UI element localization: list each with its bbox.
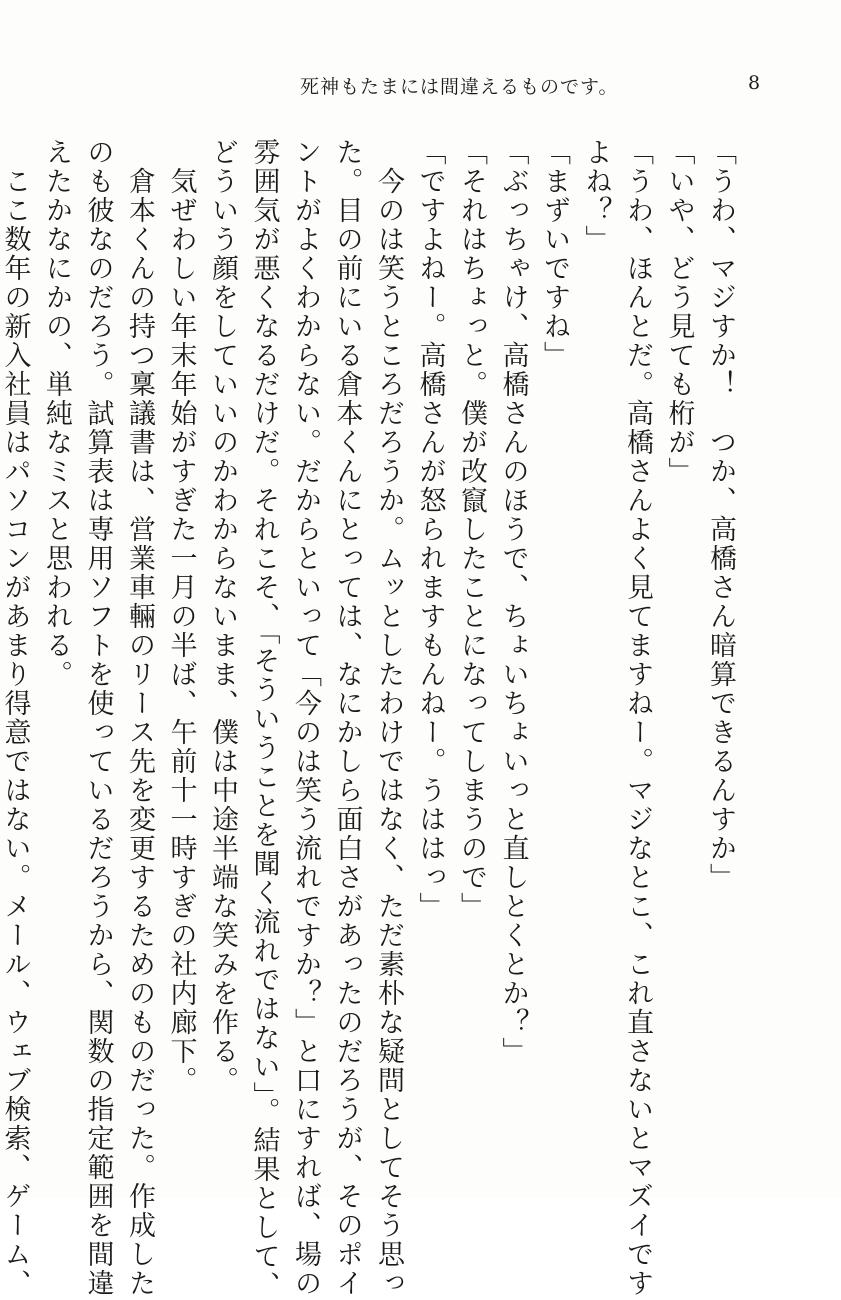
text-line: ントがよくわからない。だからといって「今のは笑う流れですか？」と口にすれば、場の <box>290 138 321 1298</box>
text-line: 気ぜわしい年末年始がすぎた一月の半ば、午前十一時すぎの社内廊下。 <box>165 138 197 1095</box>
text-line: 「それはちょっと。僕が改竄したことになってしまうので」 <box>456 138 487 921</box>
vertical-body-text <box>0 138 741 1300</box>
text-line: 倉本くんの持つ稟議書は、営業車輛のリース先を変更するためのものだった。作成した <box>124 138 155 1298</box>
text-line: ここ数年の新入社員はパソコンがあまり得意ではない。メール、ウェブ検索、ゲーム、 <box>0 138 31 1298</box>
text-line: よね？」 <box>580 138 612 254</box>
text-line: えたかなにかの、単純なミスと思われる。 <box>41 138 72 689</box>
text-line: た。目の前にいる倉本くんにとっては、なにかしら面白さがあったのだろうが、そのポイ <box>331 138 363 1298</box>
text-line: 今のは笑うところだろうか。ムッとしたわけではなく、ただ素朴な疑問としてそう思っ <box>373 138 404 1298</box>
text-line: どういう顔をしていいのかわからないまま、僕は中途半端な笑みを作る。 <box>207 138 238 1095</box>
text-line: 雰囲気が悪くなるだけだ。それこそ、「そういうことを聞く流れではない」。結果として、 <box>248 138 280 1300</box>
page-number: 8 <box>748 72 761 94</box>
text-line: 「うわ、ほんとだ。高橋さんよく見てますねー。マジなとこ、これ直さないとマズイです <box>622 138 653 1298</box>
text-line: 「いや、どう見ても桁が」 <box>663 138 695 486</box>
running-header-title: 死神もたまには間違えるものです。 <box>300 76 619 98</box>
text-line: 「ですよねー。高橋さんが怒られますもんねー。うははっ」 <box>414 138 446 921</box>
text-line: 「うわ、マジすか！ つか、高橋さん暗算できるんすか」 <box>705 138 736 892</box>
text-line: 「ぶっちゃけ、高橋さんのほうで、ちょいちょいっと直しとくとか？」 <box>497 138 529 1066</box>
text-line: 「まずいですね」 <box>539 138 570 370</box>
text-line: のも彼なのだろう。試算表は専用ソフトを使っているだろうから、関数の指定範囲を間違 <box>82 138 114 1298</box>
